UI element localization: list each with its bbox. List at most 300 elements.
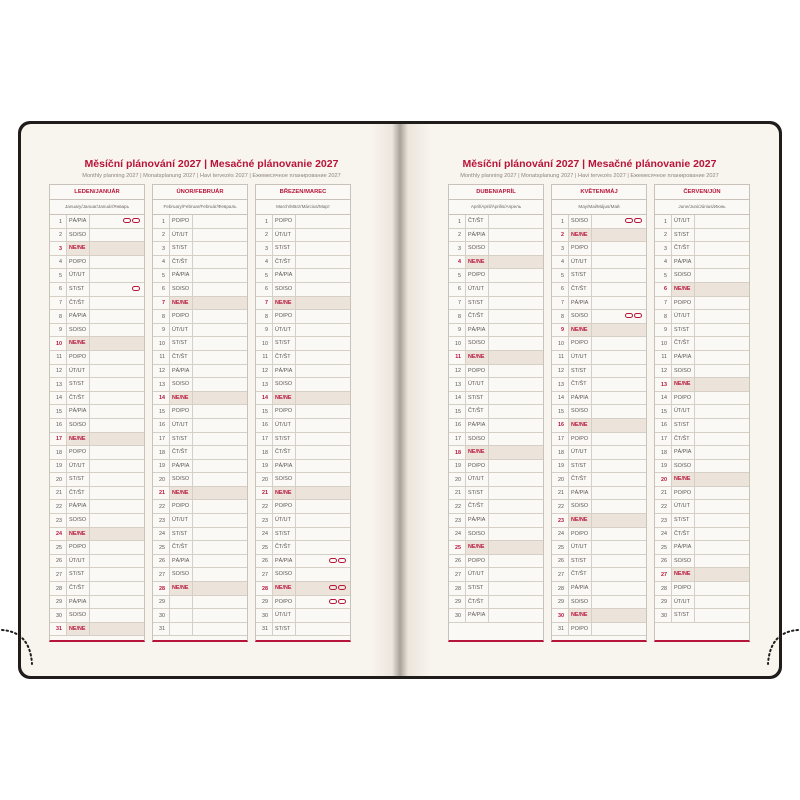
day-row[interactable] <box>50 541 144 555</box>
day-row[interactable] <box>655 392 749 406</box>
weekday-label: ST/ST <box>169 242 193 255</box>
right-page-header <box>400 158 779 179</box>
day-row[interactable] <box>153 568 247 582</box>
page-subtitle: Monthly planning 2027 | Monatsplanung 2027 | Havi tervezés 2027 | Ежемесячное планирование 2027 <box>82 173 341 179</box>
day-row[interactable] <box>50 215 144 229</box>
weekday-label: ST/ST <box>465 487 489 500</box>
day-row[interactable] <box>552 528 646 542</box>
day-row[interactable] <box>50 419 144 433</box>
day-row[interactable] <box>153 514 247 528</box>
day-row[interactable] <box>256 419 350 433</box>
day-row[interactable] <box>50 582 144 596</box>
day-row[interactable] <box>655 337 749 351</box>
day-number: 22 <box>262 503 268 510</box>
day-row-sunday[interactable] <box>655 283 749 297</box>
day-row[interactable] <box>655 229 749 243</box>
weekday-label: NE/NE <box>66 242 90 255</box>
day-row[interactable] <box>552 256 646 270</box>
day-number: 13 <box>262 381 268 388</box>
day-row[interactable] <box>153 609 247 623</box>
day-row[interactable] <box>655 487 749 501</box>
day-number: 3 <box>664 245 667 252</box>
weekday-label: PO/PO <box>568 623 592 636</box>
weekday-label: PÁ/PIA <box>568 487 592 500</box>
day-row[interactable] <box>256 596 350 610</box>
sunday-shade <box>592 609 646 622</box>
day-row-sunday[interactable] <box>153 297 247 311</box>
day-number: 2 <box>59 232 62 239</box>
weekday-label: NE/NE <box>272 392 296 405</box>
day-number: 12 <box>56 368 62 375</box>
day-row[interactable] <box>256 433 350 447</box>
weekday-label: NE/NE <box>66 433 90 446</box>
day-row[interactable] <box>449 568 543 582</box>
day-row[interactable] <box>552 487 646 501</box>
weekday-label: SO/SO <box>671 460 695 473</box>
day-row[interactable] <box>655 297 749 311</box>
day-row[interactable] <box>256 609 350 623</box>
day-row[interactable] <box>449 528 543 542</box>
day-row[interactable] <box>50 392 144 406</box>
day-row[interactable] <box>256 541 350 555</box>
weekday-label: ČT/ŠT <box>568 473 592 486</box>
day-number: 15 <box>558 408 564 415</box>
day-row[interactable] <box>256 446 350 460</box>
day-row-sunday[interactable] <box>655 568 749 582</box>
month-name: ČERVEN/JÚN <box>655 185 749 200</box>
day-row[interactable] <box>552 623 646 637</box>
weekday-label: ÚT/UT <box>66 365 90 378</box>
day-number: 23 <box>558 517 564 524</box>
day-row-sunday[interactable] <box>50 623 144 637</box>
day-row[interactable] <box>256 623 350 637</box>
day-number: 13 <box>558 381 564 388</box>
day-row[interactable] <box>552 283 646 297</box>
day-row[interactable] <box>655 419 749 433</box>
day-number: 10 <box>159 340 165 347</box>
day-row[interactable] <box>655 256 749 270</box>
day-row[interactable] <box>449 609 543 623</box>
day-row[interactable] <box>256 351 350 365</box>
weekday-label: ÚT/UT <box>671 215 695 228</box>
day-row[interactable] <box>449 269 543 283</box>
day-row[interactable] <box>655 596 749 610</box>
day-row[interactable] <box>50 473 144 487</box>
day-row-sunday[interactable] <box>50 242 144 256</box>
day-number: 22 <box>455 503 461 510</box>
day-number: 21 <box>262 490 268 497</box>
day-row[interactable] <box>552 351 646 365</box>
day-row[interactable] <box>153 256 247 270</box>
day-number: 1 <box>59 218 62 225</box>
weekday-label: PÁ/PIA <box>272 269 296 282</box>
day-row[interactable] <box>655 242 749 256</box>
weekday-label: PO/PO <box>169 310 193 323</box>
day-row-sunday[interactable] <box>153 392 247 406</box>
day-row[interactable] <box>552 405 646 419</box>
day-row[interactable] <box>655 609 749 623</box>
day-number: 1 <box>561 218 564 225</box>
day-row[interactable] <box>153 324 247 338</box>
day-number: 9 <box>162 327 165 334</box>
day-number: 29 <box>558 599 564 606</box>
day-row[interactable] <box>153 541 247 555</box>
weekday-label: ÚT/UT <box>671 596 695 609</box>
day-row[interactable] <box>449 324 543 338</box>
day-number: 11 <box>455 354 461 361</box>
holiday-flag-icon <box>625 313 633 318</box>
day-row-sunday[interactable] <box>552 609 646 623</box>
day-row[interactable] <box>552 337 646 351</box>
day-row[interactable] <box>50 310 144 324</box>
holiday-flag-icon <box>123 218 131 223</box>
weekday-label: ST/ST <box>671 324 695 337</box>
day-row[interactable] <box>449 473 543 487</box>
day-row[interactable] <box>153 623 247 637</box>
day-row[interactable] <box>50 514 144 528</box>
day-row[interactable] <box>552 596 646 610</box>
day-row[interactable] <box>153 269 247 283</box>
day-row[interactable] <box>256 568 350 582</box>
day-row[interactable] <box>153 310 247 324</box>
day-row[interactable] <box>449 297 543 311</box>
page-title: Měsíční plánování 2027 | Mesačné plánovanie 2027 <box>84 158 339 170</box>
weekday-label: PO/PO <box>272 500 296 513</box>
day-number: 29 <box>56 599 62 606</box>
day-number: 2 <box>458 232 461 239</box>
day-row[interactable] <box>50 283 144 297</box>
day-row[interactable] <box>552 242 646 256</box>
day-row[interactable] <box>655 582 749 596</box>
day-number: 13 <box>455 381 461 388</box>
weekday-label: PÁ/PIA <box>272 555 296 568</box>
day-number: 24 <box>558 531 564 538</box>
day-row[interactable] <box>50 596 144 610</box>
day-row-sunday[interactable] <box>552 419 646 433</box>
day-row[interactable] <box>655 405 749 419</box>
day-row[interactable] <box>50 568 144 582</box>
day-number: 25 <box>56 544 62 551</box>
day-row[interactable] <box>50 297 144 311</box>
day-row-sunday[interactable] <box>552 324 646 338</box>
day-number: 11 <box>262 354 268 361</box>
day-number: 7 <box>458 300 461 307</box>
day-number: 18 <box>661 449 667 456</box>
day-number: 3 <box>561 245 564 252</box>
day-row[interactable] <box>552 297 646 311</box>
day-row[interactable] <box>655 446 749 460</box>
day-number: 31 <box>262 626 268 633</box>
day-row[interactable] <box>153 351 247 365</box>
weekday-label: ÚT/UT <box>66 269 90 282</box>
day-row[interactable] <box>153 473 247 487</box>
day-row[interactable] <box>153 215 247 229</box>
day-row[interactable] <box>50 555 144 569</box>
day-row-sunday[interactable] <box>256 392 350 406</box>
day-number: 3 <box>59 245 62 252</box>
day-row-sunday[interactable] <box>552 514 646 528</box>
day-row[interactable] <box>655 324 749 338</box>
day-row[interactable] <box>449 487 543 501</box>
holiday-flag-icon <box>338 599 346 604</box>
day-row[interactable] <box>256 528 350 542</box>
sunday-shade <box>90 623 144 636</box>
day-row[interactable] <box>256 256 350 270</box>
day-row[interactable] <box>449 596 543 610</box>
day-number: 16 <box>159 422 165 429</box>
day-list <box>552 215 646 636</box>
day-row[interactable] <box>50 487 144 501</box>
day-row[interactable] <box>256 473 350 487</box>
weekday-label: ST/ST <box>671 609 695 622</box>
day-row-sunday[interactable] <box>50 528 144 542</box>
day-row[interactable] <box>655 460 749 474</box>
day-row-sunday[interactable] <box>552 229 646 243</box>
day-row[interactable] <box>552 460 646 474</box>
day-row[interactable] <box>552 541 646 555</box>
day-row[interactable] <box>153 419 247 433</box>
day-row[interactable] <box>449 283 543 297</box>
day-row[interactable] <box>153 500 247 514</box>
day-number: 28 <box>661 585 667 592</box>
day-row-sunday[interactable] <box>50 337 144 351</box>
weekday-label: ST/ST <box>465 582 489 595</box>
weekday-label: PO/PO <box>66 351 90 364</box>
day-row[interactable] <box>256 269 350 283</box>
weekday-label: ÚT/UT <box>465 283 489 296</box>
day-row[interactable] <box>449 215 543 229</box>
day-row[interactable] <box>552 310 646 324</box>
weekday-label: PÁ/PIA <box>568 582 592 595</box>
weekday-label: NE/NE <box>568 229 592 242</box>
day-row[interactable] <box>655 514 749 528</box>
day-row[interactable] <box>153 242 247 256</box>
holiday-flags <box>625 218 642 223</box>
day-row[interactable] <box>50 609 144 623</box>
weekday-label: PO/PO <box>671 392 695 405</box>
weekday-label: ÚT/UT <box>169 229 193 242</box>
day-number: 27 <box>262 571 268 578</box>
day-row[interactable] <box>50 405 144 419</box>
day-number: 27 <box>661 571 667 578</box>
day-row[interactable] <box>50 365 144 379</box>
day-row[interactable] <box>449 500 543 514</box>
day-row-sunday[interactable] <box>50 433 144 447</box>
day-row[interactable] <box>552 215 646 229</box>
day-number: 24 <box>455 531 461 538</box>
day-row[interactable] <box>50 460 144 474</box>
day-number: 5 <box>664 272 667 279</box>
right-page <box>400 124 779 676</box>
day-row-sunday[interactable] <box>153 487 247 501</box>
page-title: Měsíční plánování 2027 | Mesačné plánovanie 2027 <box>462 158 717 170</box>
day-row[interactable] <box>153 446 247 460</box>
day-row[interactable] <box>552 582 646 596</box>
day-number: 24 <box>262 531 268 538</box>
day-row[interactable] <box>256 378 350 392</box>
weekday-label: SO/SO <box>169 473 193 486</box>
day-row[interactable] <box>552 446 646 460</box>
day-number: 9 <box>59 327 62 334</box>
day-row[interactable] <box>655 528 749 542</box>
day-row[interactable] <box>449 242 543 256</box>
weekday-label: ÚT/UT <box>465 568 489 581</box>
day-row[interactable] <box>449 582 543 596</box>
day-row[interactable] <box>552 392 646 406</box>
weekday-label: SO/SO <box>169 283 193 296</box>
weekday-label: SO/SO <box>568 215 592 228</box>
weekday-label: PÁ/PIA <box>272 460 296 473</box>
day-row[interactable] <box>655 541 749 555</box>
sunday-shade <box>592 229 646 242</box>
day-row[interactable] <box>50 378 144 392</box>
day-list <box>449 215 543 623</box>
day-row[interactable] <box>256 324 350 338</box>
day-row[interactable] <box>256 514 350 528</box>
day-row[interactable] <box>449 460 543 474</box>
day-row[interactable] <box>50 351 144 365</box>
sunday-shade <box>695 378 749 391</box>
month-name: LEDEN/JANUÁR <box>50 185 144 200</box>
day-number: 10 <box>56 340 62 347</box>
day-number: 25 <box>159 544 165 551</box>
day-row-sunday[interactable] <box>256 487 350 501</box>
day-row[interactable] <box>655 365 749 379</box>
day-number: 12 <box>262 368 268 375</box>
day-row[interactable] <box>153 283 247 297</box>
day-row[interactable] <box>552 433 646 447</box>
weekday-label: ÚT/UT <box>671 310 695 323</box>
day-row[interactable] <box>50 324 144 338</box>
day-row[interactable] <box>552 365 646 379</box>
day-row[interactable] <box>153 365 247 379</box>
day-row-sunday[interactable] <box>153 582 247 596</box>
day-row[interactable] <box>655 500 749 514</box>
day-row[interactable] <box>552 269 646 283</box>
day-row[interactable] <box>655 310 749 324</box>
day-row[interactable] <box>449 310 543 324</box>
day-row-sunday[interactable] <box>449 256 543 270</box>
day-row[interactable] <box>50 229 144 243</box>
left-page <box>21 124 402 676</box>
day-number: 17 <box>558 436 564 442</box>
day-row[interactable] <box>552 555 646 569</box>
day-number: 2 <box>561 232 564 239</box>
weekday-label: ÚT/UT <box>671 405 695 418</box>
weekday-label: SO/SO <box>66 324 90 337</box>
day-row[interactable] <box>449 433 543 447</box>
day-number: 16 <box>56 422 62 429</box>
day-number: 12 <box>558 368 564 375</box>
day-row[interactable] <box>655 433 749 447</box>
day-row[interactable] <box>153 528 247 542</box>
day-row[interactable] <box>256 555 350 569</box>
day-number: 14 <box>56 395 62 402</box>
day-row[interactable] <box>256 242 350 256</box>
day-row[interactable] <box>153 433 247 447</box>
day-row[interactable] <box>655 351 749 365</box>
day-row[interactable] <box>449 392 543 406</box>
day-row[interactable] <box>256 460 350 474</box>
day-row[interactable] <box>50 256 144 270</box>
day-number: 20 <box>262 476 268 483</box>
month-name: DUBEN/APRÍL <box>449 185 543 200</box>
day-number: 20 <box>455 476 461 483</box>
day-row[interactable] <box>256 365 350 379</box>
holiday-flags <box>329 599 346 604</box>
day-row-sunday[interactable] <box>655 473 749 487</box>
sunday-shade <box>489 541 543 554</box>
day-row[interactable] <box>449 337 543 351</box>
month-translations: June/Juni/Június/Июнь <box>655 200 749 215</box>
day-row[interactable] <box>256 229 350 243</box>
day-number: 22 <box>661 503 667 510</box>
day-row[interactable] <box>655 269 749 283</box>
day-row[interactable] <box>256 337 350 351</box>
day-row-sunday[interactable] <box>449 446 543 460</box>
day-row[interactable] <box>449 419 543 433</box>
day-row[interactable] <box>449 365 543 379</box>
day-row[interactable] <box>256 215 350 229</box>
day-row-sunday[interactable] <box>256 297 350 311</box>
day-row[interactable] <box>552 473 646 487</box>
day-number: 29 <box>262 599 268 606</box>
day-row[interactable] <box>552 378 646 392</box>
day-number: 14 <box>159 395 165 402</box>
day-number: 23 <box>56 517 62 524</box>
day-row[interactable] <box>552 568 646 582</box>
day-row[interactable] <box>153 460 247 474</box>
day-row[interactable] <box>256 405 350 419</box>
day-row[interactable] <box>50 269 144 283</box>
day-number: 2 <box>664 232 667 239</box>
day-row[interactable] <box>449 405 543 419</box>
day-row[interactable] <box>449 378 543 392</box>
weekday-label: PO/PO <box>169 405 193 418</box>
day-row-sunday[interactable] <box>256 582 350 596</box>
day-row[interactable] <box>256 500 350 514</box>
day-row[interactable] <box>256 310 350 324</box>
day-row[interactable] <box>655 555 749 569</box>
day-number: 3 <box>162 245 165 252</box>
day-row[interactable] <box>153 378 247 392</box>
holiday-flag-icon <box>329 585 337 590</box>
day-row[interactable] <box>153 337 247 351</box>
month-name: BŘEZEN/MAREC <box>256 185 350 200</box>
day-row[interactable] <box>449 229 543 243</box>
day-number: 8 <box>265 313 268 320</box>
sunday-shade <box>489 256 543 269</box>
day-row[interactable] <box>655 215 749 229</box>
day-row-sunday[interactable] <box>449 351 543 365</box>
day-row[interactable] <box>449 514 543 528</box>
day-row[interactable] <box>552 500 646 514</box>
day-row[interactable] <box>50 446 144 460</box>
day-row[interactable] <box>449 555 543 569</box>
day-row[interactable] <box>153 229 247 243</box>
day-row[interactable] <box>50 500 144 514</box>
day-row-sunday[interactable] <box>655 378 749 392</box>
weekday-label: NE/NE <box>272 487 296 500</box>
day-number: 9 <box>265 327 268 334</box>
weekday-label: PÁ/PIA <box>66 405 90 418</box>
day-row[interactable] <box>256 283 350 297</box>
day-row-sunday[interactable] <box>449 541 543 555</box>
weekday-label: PO/PO <box>465 460 489 473</box>
day-row[interactable] <box>153 596 247 610</box>
day-row[interactable] <box>153 405 247 419</box>
day-row[interactable] <box>153 555 247 569</box>
